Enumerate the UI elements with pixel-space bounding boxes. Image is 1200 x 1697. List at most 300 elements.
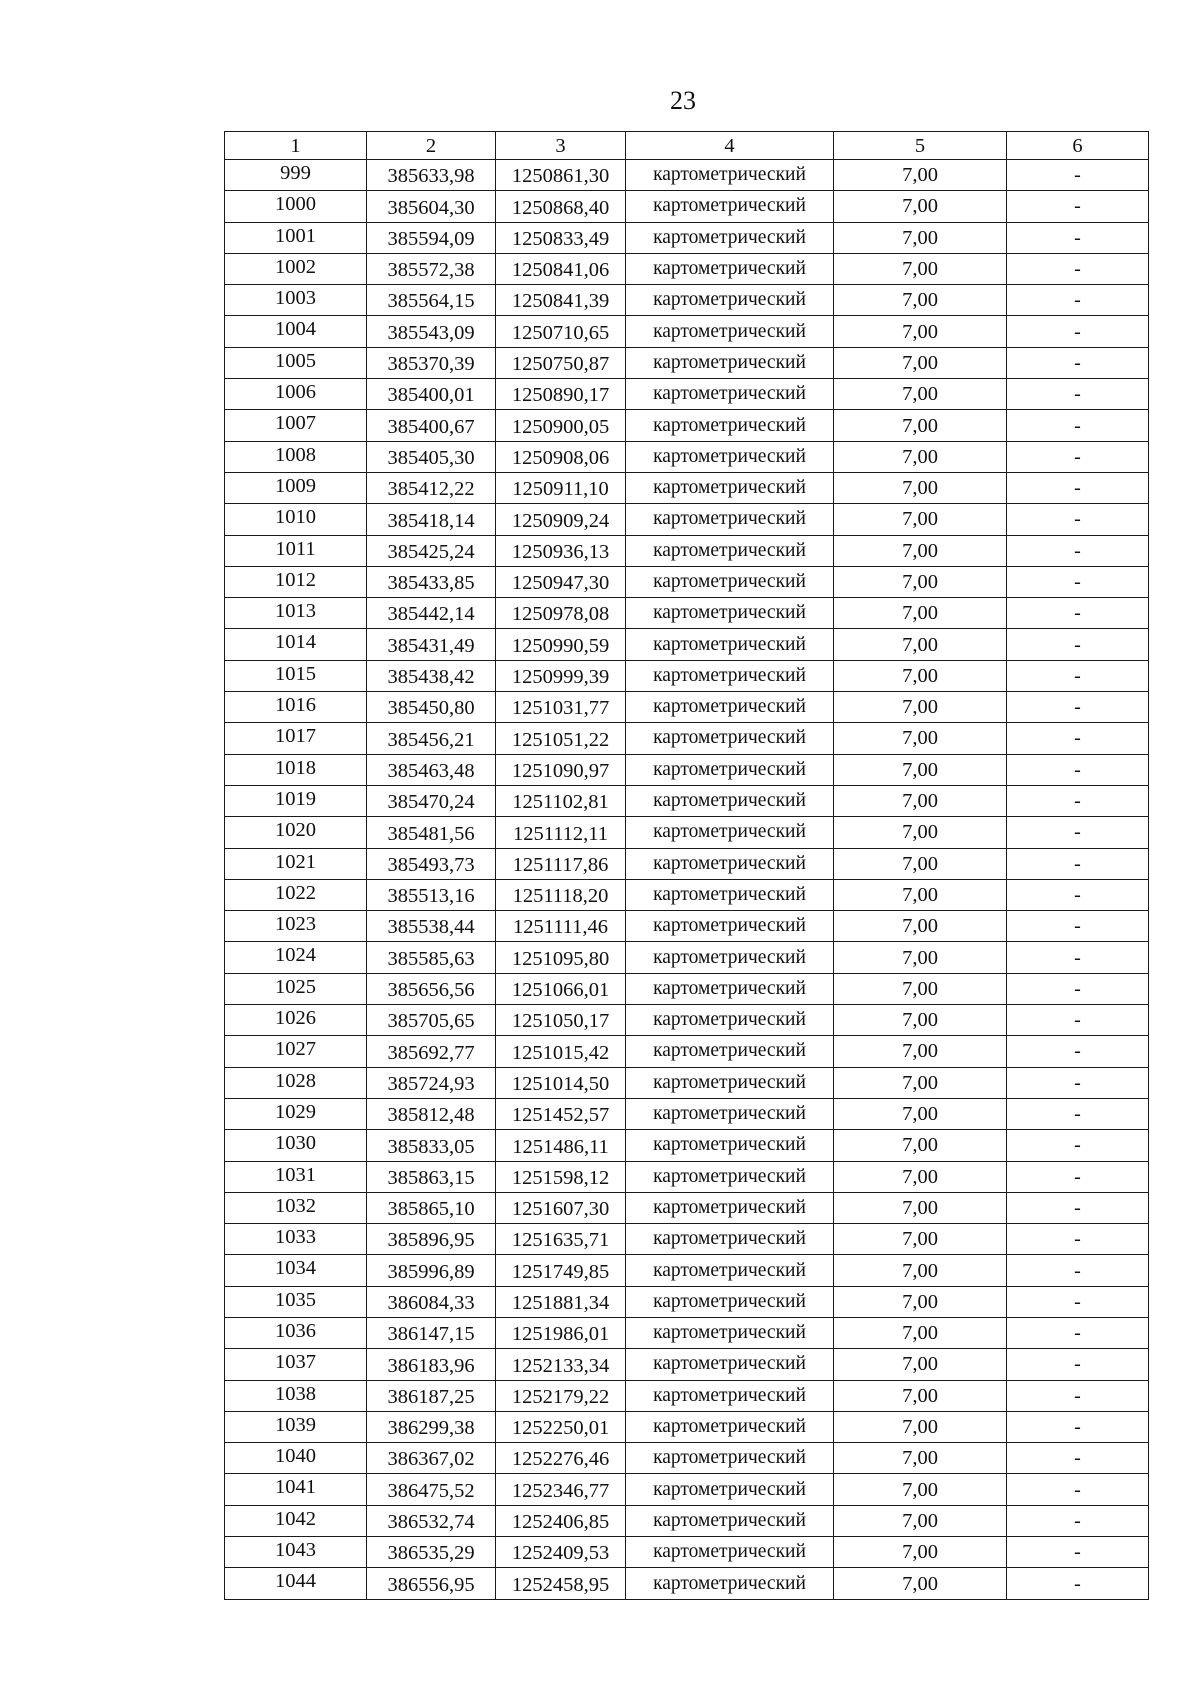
accuracy-cell: 7,00 bbox=[834, 441, 1007, 472]
point-number-cell: 1033 bbox=[225, 1224, 367, 1255]
y-coordinate-cell: 1250750,87 bbox=[496, 347, 626, 378]
note-cell: - bbox=[1007, 1474, 1149, 1505]
y-coordinate-cell: 1250868,40 bbox=[496, 191, 626, 222]
y-coordinate-cell: 1251749,85 bbox=[496, 1255, 626, 1286]
x-coordinate-cell: 386299,38 bbox=[367, 1411, 496, 1442]
y-coordinate-cell: 1250947,30 bbox=[496, 566, 626, 597]
point-number-cell: 1019 bbox=[225, 785, 367, 816]
table-row bbox=[225, 629, 1149, 660]
note-cell: - bbox=[1007, 410, 1149, 441]
y-coordinate-cell: 1250861,30 bbox=[496, 160, 626, 191]
accuracy-cell: 7,00 bbox=[834, 1036, 1007, 1067]
note-cell: - bbox=[1007, 1192, 1149, 1223]
method-cell: картометрический bbox=[626, 1443, 834, 1474]
x-coordinate-cell: 386084,33 bbox=[367, 1286, 496, 1317]
table-row bbox=[225, 1005, 1149, 1036]
point-number-cell: 1020 bbox=[225, 817, 367, 848]
y-coordinate-cell: 1250999,39 bbox=[496, 660, 626, 691]
note-cell: - bbox=[1007, 1317, 1149, 1348]
accuracy-cell: 7,00 bbox=[834, 911, 1007, 942]
x-coordinate-cell: 385470,24 bbox=[367, 785, 496, 816]
table-header-row bbox=[225, 132, 1149, 160]
x-coordinate-cell: 385833,05 bbox=[367, 1130, 496, 1161]
accuracy-cell: 7,00 bbox=[834, 1474, 1007, 1505]
x-coordinate-cell: 385585,63 bbox=[367, 942, 496, 973]
note-cell: - bbox=[1007, 911, 1149, 942]
table-row bbox=[225, 410, 1149, 441]
accuracy-cell: 7,00 bbox=[834, 785, 1007, 816]
x-coordinate-cell: 385812,48 bbox=[367, 1098, 496, 1129]
point-number-cell: 1021 bbox=[225, 848, 367, 879]
x-coordinate-cell: 386475,52 bbox=[367, 1474, 496, 1505]
column-header: 4 bbox=[626, 132, 834, 160]
accuracy-cell: 7,00 bbox=[834, 1192, 1007, 1223]
method-cell: картометрический bbox=[626, 848, 834, 879]
x-coordinate-cell: 385656,56 bbox=[367, 973, 496, 1004]
method-cell: картометрический bbox=[626, 785, 834, 816]
x-coordinate-cell: 385863,15 bbox=[367, 1161, 496, 1192]
note-cell: - bbox=[1007, 1411, 1149, 1442]
accuracy-cell: 7,00 bbox=[834, 1098, 1007, 1129]
note-cell: - bbox=[1007, 692, 1149, 723]
point-number-cell: 1030 bbox=[225, 1130, 367, 1161]
table-row bbox=[225, 817, 1149, 848]
accuracy-cell: 7,00 bbox=[834, 410, 1007, 441]
x-coordinate-cell: 385604,30 bbox=[367, 191, 496, 222]
note-cell: - bbox=[1007, 441, 1149, 472]
table-row bbox=[225, 1505, 1149, 1536]
method-cell: картометрический bbox=[626, 660, 834, 691]
accuracy-cell: 7,00 bbox=[834, 848, 1007, 879]
note-cell: - bbox=[1007, 1380, 1149, 1411]
method-cell: картометрический bbox=[626, 1192, 834, 1223]
point-number-cell: 1016 bbox=[225, 692, 367, 723]
x-coordinate-cell: 385996,89 bbox=[367, 1255, 496, 1286]
x-coordinate-cell: 386535,29 bbox=[367, 1537, 496, 1568]
x-coordinate-cell: 386556,95 bbox=[367, 1568, 496, 1599]
table-row bbox=[225, 1443, 1149, 1474]
method-cell: картометрический bbox=[626, 1537, 834, 1568]
method-cell: картометрический bbox=[626, 222, 834, 253]
column-header: 5 bbox=[834, 132, 1007, 160]
y-coordinate-cell: 1251118,20 bbox=[496, 879, 626, 910]
table-row bbox=[225, 285, 1149, 316]
note-cell: - bbox=[1007, 1036, 1149, 1067]
point-number-cell: 1041 bbox=[225, 1474, 367, 1505]
y-coordinate-cell: 1252406,85 bbox=[496, 1505, 626, 1536]
x-coordinate-cell: 385724,93 bbox=[367, 1067, 496, 1098]
point-number-cell: 1010 bbox=[225, 504, 367, 535]
column-header: 3 bbox=[496, 132, 626, 160]
method-cell: картометрический bbox=[626, 911, 834, 942]
page-number: 23 bbox=[670, 86, 696, 115]
accuracy-cell: 7,00 bbox=[834, 1067, 1007, 1098]
table-row bbox=[225, 347, 1149, 378]
method-cell: картометрический bbox=[626, 1317, 834, 1348]
note-cell: - bbox=[1007, 1505, 1149, 1536]
accuracy-cell: 7,00 bbox=[834, 1349, 1007, 1380]
accuracy-cell: 7,00 bbox=[834, 723, 1007, 754]
x-coordinate-cell: 386147,15 bbox=[367, 1317, 496, 1348]
table-row bbox=[225, 1317, 1149, 1348]
y-coordinate-cell: 1251486,11 bbox=[496, 1130, 626, 1161]
accuracy-cell: 7,00 bbox=[834, 160, 1007, 191]
note-cell: - bbox=[1007, 379, 1149, 410]
point-number-cell: 1031 bbox=[225, 1161, 367, 1192]
method-cell: картометрический bbox=[626, 379, 834, 410]
accuracy-cell: 7,00 bbox=[834, 973, 1007, 1004]
note-cell: - bbox=[1007, 1255, 1149, 1286]
point-number-cell: 1026 bbox=[225, 1005, 367, 1036]
accuracy-cell: 7,00 bbox=[834, 1224, 1007, 1255]
table-row bbox=[225, 598, 1149, 629]
x-coordinate-cell: 385564,15 bbox=[367, 285, 496, 316]
column-header: 6 bbox=[1007, 132, 1149, 160]
accuracy-cell: 7,00 bbox=[834, 222, 1007, 253]
x-coordinate-cell: 385705,65 bbox=[367, 1005, 496, 1036]
y-coordinate-cell: 1251452,57 bbox=[496, 1098, 626, 1129]
accuracy-cell: 7,00 bbox=[834, 535, 1007, 566]
x-coordinate-cell: 385538,44 bbox=[367, 911, 496, 942]
accuracy-cell: 7,00 bbox=[834, 660, 1007, 691]
x-coordinate-cell: 386187,25 bbox=[367, 1380, 496, 1411]
note-cell: - bbox=[1007, 598, 1149, 629]
point-number-cell: 1029 bbox=[225, 1098, 367, 1129]
accuracy-cell: 7,00 bbox=[834, 379, 1007, 410]
note-cell: - bbox=[1007, 285, 1149, 316]
note-cell: - bbox=[1007, 785, 1149, 816]
method-cell: картометрический bbox=[626, 316, 834, 347]
x-coordinate-cell: 385463,48 bbox=[367, 754, 496, 785]
point-number-cell: 1002 bbox=[225, 253, 367, 284]
table-row bbox=[225, 253, 1149, 284]
method-cell: картометрический bbox=[626, 566, 834, 597]
accuracy-cell: 7,00 bbox=[834, 316, 1007, 347]
point-number-cell: 1042 bbox=[225, 1505, 367, 1536]
point-number-cell: 1024 bbox=[225, 942, 367, 973]
x-coordinate-cell: 385412,22 bbox=[367, 472, 496, 503]
point-number-cell: 999 bbox=[225, 160, 367, 191]
note-cell: - bbox=[1007, 1098, 1149, 1129]
table-row bbox=[225, 1036, 1149, 1067]
method-cell: картометрический bbox=[626, 879, 834, 910]
method-cell: картометрический bbox=[626, 973, 834, 1004]
point-number-cell: 1006 bbox=[225, 379, 367, 410]
table-row bbox=[225, 1161, 1149, 1192]
accuracy-cell: 7,00 bbox=[834, 1005, 1007, 1036]
note-cell: - bbox=[1007, 848, 1149, 879]
note-cell: - bbox=[1007, 660, 1149, 691]
accuracy-cell: 7,00 bbox=[834, 1443, 1007, 1474]
table-row bbox=[225, 1192, 1149, 1223]
x-coordinate-cell: 385456,21 bbox=[367, 723, 496, 754]
y-coordinate-cell: 1251881,34 bbox=[496, 1286, 626, 1317]
note-cell: - bbox=[1007, 347, 1149, 378]
table-row bbox=[225, 1286, 1149, 1317]
accuracy-cell: 7,00 bbox=[834, 1161, 1007, 1192]
y-coordinate-cell: 1250978,08 bbox=[496, 598, 626, 629]
point-number-cell: 1023 bbox=[225, 911, 367, 942]
method-cell: картометрический bbox=[626, 285, 834, 316]
table-row bbox=[225, 1380, 1149, 1411]
x-coordinate-cell: 385433,85 bbox=[367, 566, 496, 597]
y-coordinate-cell: 1250841,39 bbox=[496, 285, 626, 316]
accuracy-cell: 7,00 bbox=[834, 629, 1007, 660]
note-cell: - bbox=[1007, 535, 1149, 566]
coordinates-table bbox=[224, 131, 1149, 1600]
y-coordinate-cell: 1252458,95 bbox=[496, 1568, 626, 1599]
note-cell: - bbox=[1007, 1568, 1149, 1599]
point-number-cell: 1043 bbox=[225, 1537, 367, 1568]
y-coordinate-cell: 1250710,65 bbox=[496, 316, 626, 347]
method-cell: картометрический bbox=[626, 598, 834, 629]
method-cell: картометрический bbox=[626, 535, 834, 566]
x-coordinate-cell: 386183,96 bbox=[367, 1349, 496, 1380]
point-number-cell: 1005 bbox=[225, 347, 367, 378]
point-number-cell: 1032 bbox=[225, 1192, 367, 1223]
point-number-cell: 1017 bbox=[225, 723, 367, 754]
table-row bbox=[225, 160, 1149, 191]
table-row bbox=[225, 1224, 1149, 1255]
table-row bbox=[225, 754, 1149, 785]
y-coordinate-cell: 1250936,13 bbox=[496, 535, 626, 566]
note-cell: - bbox=[1007, 723, 1149, 754]
table-row bbox=[225, 723, 1149, 754]
accuracy-cell: 7,00 bbox=[834, 1568, 1007, 1599]
y-coordinate-cell: 1250833,49 bbox=[496, 222, 626, 253]
note-cell: - bbox=[1007, 879, 1149, 910]
note-cell: - bbox=[1007, 472, 1149, 503]
y-coordinate-cell: 1251095,80 bbox=[496, 942, 626, 973]
y-coordinate-cell: 1251111,46 bbox=[496, 911, 626, 942]
x-coordinate-cell: 385633,98 bbox=[367, 160, 496, 191]
y-coordinate-cell: 1251598,12 bbox=[496, 1161, 626, 1192]
y-coordinate-cell: 1252276,46 bbox=[496, 1443, 626, 1474]
y-coordinate-cell: 1252409,53 bbox=[496, 1537, 626, 1568]
note-cell: - bbox=[1007, 566, 1149, 597]
x-coordinate-cell: 386532,74 bbox=[367, 1505, 496, 1536]
method-cell: картометрический bbox=[626, 1005, 834, 1036]
x-coordinate-cell: 385572,38 bbox=[367, 253, 496, 284]
accuracy-cell: 7,00 bbox=[834, 879, 1007, 910]
table-row bbox=[225, 379, 1149, 410]
accuracy-cell: 7,00 bbox=[834, 1286, 1007, 1317]
y-coordinate-cell: 1251117,86 bbox=[496, 848, 626, 879]
accuracy-cell: 7,00 bbox=[834, 347, 1007, 378]
point-number-cell: 1013 bbox=[225, 598, 367, 629]
method-cell: картометрический bbox=[626, 504, 834, 535]
point-number-cell: 1039 bbox=[225, 1411, 367, 1442]
table-row bbox=[225, 535, 1149, 566]
point-number-cell: 1009 bbox=[225, 472, 367, 503]
note-cell: - bbox=[1007, 222, 1149, 253]
table-row bbox=[225, 566, 1149, 597]
note-cell: - bbox=[1007, 1005, 1149, 1036]
method-cell: картометрический bbox=[626, 1505, 834, 1536]
note-cell: - bbox=[1007, 191, 1149, 222]
x-coordinate-cell: 385400,01 bbox=[367, 379, 496, 410]
x-coordinate-cell: 386367,02 bbox=[367, 1443, 496, 1474]
method-cell: картометрический bbox=[626, 1255, 834, 1286]
point-number-cell: 1034 bbox=[225, 1255, 367, 1286]
accuracy-cell: 7,00 bbox=[834, 817, 1007, 848]
note-cell: - bbox=[1007, 973, 1149, 1004]
point-number-cell: 1012 bbox=[225, 566, 367, 597]
table-row bbox=[225, 879, 1149, 910]
note-cell: - bbox=[1007, 1537, 1149, 1568]
y-coordinate-cell: 1250900,05 bbox=[496, 410, 626, 441]
point-number-cell: 1022 bbox=[225, 879, 367, 910]
x-coordinate-cell: 385481,56 bbox=[367, 817, 496, 848]
y-coordinate-cell: 1251102,81 bbox=[496, 785, 626, 816]
table-row bbox=[225, 472, 1149, 503]
table-row bbox=[225, 1098, 1149, 1129]
table-row bbox=[225, 1537, 1149, 1568]
method-cell: картометрический bbox=[626, 1036, 834, 1067]
note-cell: - bbox=[1007, 1349, 1149, 1380]
y-coordinate-cell: 1251014,50 bbox=[496, 1067, 626, 1098]
note-cell: - bbox=[1007, 504, 1149, 535]
method-cell: картометрический bbox=[626, 1380, 834, 1411]
x-coordinate-cell: 385438,42 bbox=[367, 660, 496, 691]
x-coordinate-cell: 385431,49 bbox=[367, 629, 496, 660]
y-coordinate-cell: 1252179,22 bbox=[496, 1380, 626, 1411]
point-number-cell: 1011 bbox=[225, 535, 367, 566]
table-row bbox=[225, 785, 1149, 816]
point-number-cell: 1014 bbox=[225, 629, 367, 660]
point-number-cell: 1008 bbox=[225, 441, 367, 472]
point-number-cell: 1018 bbox=[225, 754, 367, 785]
note-cell: - bbox=[1007, 1161, 1149, 1192]
y-coordinate-cell: 1251607,30 bbox=[496, 1192, 626, 1223]
y-coordinate-cell: 1251635,71 bbox=[496, 1224, 626, 1255]
point-number-cell: 1036 bbox=[225, 1317, 367, 1348]
method-cell: картометрический bbox=[626, 754, 834, 785]
method-cell: картометрический bbox=[626, 410, 834, 441]
method-cell: картометрический bbox=[626, 1411, 834, 1442]
x-coordinate-cell: 385370,39 bbox=[367, 347, 496, 378]
column-header: 2 bbox=[367, 132, 496, 160]
table-row bbox=[225, 973, 1149, 1004]
y-coordinate-cell: 1252346,77 bbox=[496, 1474, 626, 1505]
x-coordinate-cell: 385442,14 bbox=[367, 598, 496, 629]
table-row bbox=[225, 1255, 1149, 1286]
y-coordinate-cell: 1252250,01 bbox=[496, 1411, 626, 1442]
accuracy-cell: 7,00 bbox=[834, 504, 1007, 535]
point-number-cell: 1044 bbox=[225, 1568, 367, 1599]
table-row bbox=[225, 692, 1149, 723]
point-number-cell: 1004 bbox=[225, 316, 367, 347]
method-cell: картометрический bbox=[626, 942, 834, 973]
method-cell: картометрический bbox=[626, 1568, 834, 1599]
note-cell: - bbox=[1007, 316, 1149, 347]
method-cell: картометрический bbox=[626, 347, 834, 378]
method-cell: картометрический bbox=[626, 191, 834, 222]
table-row bbox=[225, 316, 1149, 347]
point-number-cell: 1037 bbox=[225, 1349, 367, 1380]
method-cell: картометрический bbox=[626, 1224, 834, 1255]
y-coordinate-cell: 1251112,11 bbox=[496, 817, 626, 848]
method-cell: картометрический bbox=[626, 1474, 834, 1505]
y-coordinate-cell: 1250908,06 bbox=[496, 441, 626, 472]
table-row bbox=[225, 911, 1149, 942]
method-cell: картометрический bbox=[626, 1130, 834, 1161]
table-row bbox=[225, 1568, 1149, 1599]
y-coordinate-cell: 1251066,01 bbox=[496, 973, 626, 1004]
method-cell: картометрический bbox=[626, 723, 834, 754]
y-coordinate-cell: 1251051,22 bbox=[496, 723, 626, 754]
y-coordinate-cell: 1251031,77 bbox=[496, 692, 626, 723]
y-coordinate-cell: 1251090,97 bbox=[496, 754, 626, 785]
method-cell: картометрический bbox=[626, 441, 834, 472]
x-coordinate-cell: 385896,95 bbox=[367, 1224, 496, 1255]
y-coordinate-cell: 1251050,17 bbox=[496, 1005, 626, 1036]
accuracy-cell: 7,00 bbox=[834, 942, 1007, 973]
point-number-cell: 1040 bbox=[225, 1443, 367, 1474]
method-cell: картометрический bbox=[626, 1067, 834, 1098]
table-row bbox=[225, 660, 1149, 691]
accuracy-cell: 7,00 bbox=[834, 1505, 1007, 1536]
accuracy-cell: 7,00 bbox=[834, 191, 1007, 222]
note-cell: - bbox=[1007, 1130, 1149, 1161]
y-coordinate-cell: 1251015,42 bbox=[496, 1036, 626, 1067]
point-number-cell: 1000 bbox=[225, 191, 367, 222]
table-row bbox=[225, 1474, 1149, 1505]
method-cell: картометрический bbox=[626, 253, 834, 284]
table-row bbox=[225, 1349, 1149, 1380]
y-coordinate-cell: 1250890,17 bbox=[496, 379, 626, 410]
accuracy-cell: 7,00 bbox=[834, 692, 1007, 723]
table-row bbox=[225, 1130, 1149, 1161]
method-cell: картометрический bbox=[626, 160, 834, 191]
accuracy-cell: 7,00 bbox=[834, 1537, 1007, 1568]
method-cell: картометрический bbox=[626, 1161, 834, 1192]
y-coordinate-cell: 1251986,01 bbox=[496, 1317, 626, 1348]
note-cell: - bbox=[1007, 817, 1149, 848]
x-coordinate-cell: 385400,67 bbox=[367, 410, 496, 441]
note-cell: - bbox=[1007, 1067, 1149, 1098]
method-cell: картометрический bbox=[626, 692, 834, 723]
accuracy-cell: 7,00 bbox=[834, 472, 1007, 503]
table-row bbox=[225, 942, 1149, 973]
table-row bbox=[225, 222, 1149, 253]
accuracy-cell: 7,00 bbox=[834, 1130, 1007, 1161]
point-number-cell: 1028 bbox=[225, 1067, 367, 1098]
method-cell: картометрический bbox=[626, 817, 834, 848]
x-coordinate-cell: 385450,80 bbox=[367, 692, 496, 723]
method-cell: картометрический bbox=[626, 1349, 834, 1380]
point-number-cell: 1027 bbox=[225, 1036, 367, 1067]
table-row bbox=[225, 191, 1149, 222]
note-cell: - bbox=[1007, 1286, 1149, 1317]
table-row bbox=[225, 1067, 1149, 1098]
point-number-cell: 1015 bbox=[225, 660, 367, 691]
point-number-cell: 1003 bbox=[225, 285, 367, 316]
accuracy-cell: 7,00 bbox=[834, 754, 1007, 785]
x-coordinate-cell: 385493,73 bbox=[367, 848, 496, 879]
x-coordinate-cell: 385425,24 bbox=[367, 535, 496, 566]
x-coordinate-cell: 385418,14 bbox=[367, 504, 496, 535]
point-number-cell: 1025 bbox=[225, 973, 367, 1004]
y-coordinate-cell: 1250911,10 bbox=[496, 472, 626, 503]
note-cell: - bbox=[1007, 160, 1149, 191]
note-cell: - bbox=[1007, 754, 1149, 785]
note-cell: - bbox=[1007, 629, 1149, 660]
point-number-cell: 1038 bbox=[225, 1380, 367, 1411]
x-coordinate-cell: 385543,09 bbox=[367, 316, 496, 347]
table-row bbox=[225, 504, 1149, 535]
note-cell: - bbox=[1007, 1443, 1149, 1474]
